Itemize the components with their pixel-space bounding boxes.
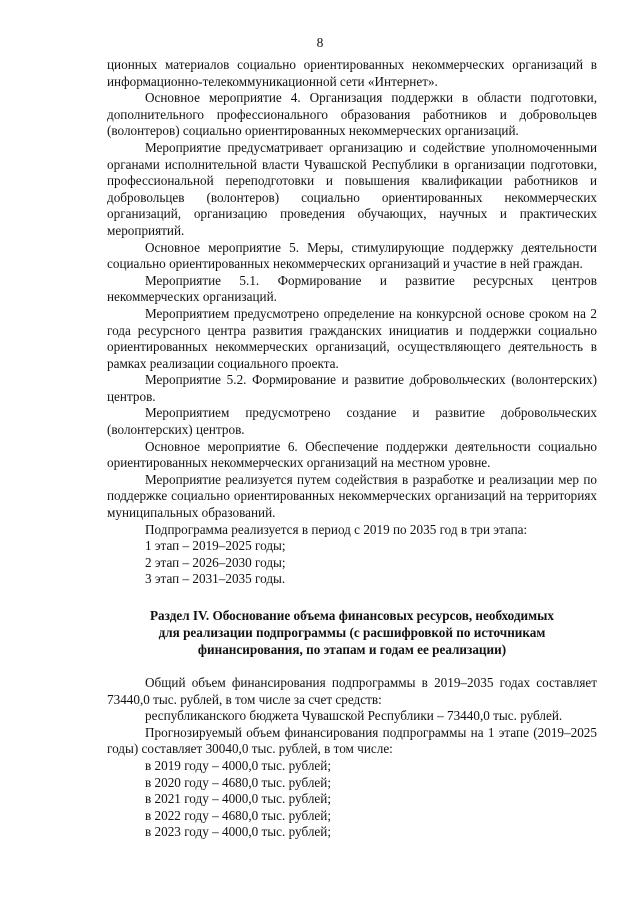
yearly-item: в 2023 году – 4000,0 тыс. рублей; [145,824,331,840]
yearly-item: в 2019 году – 4000,0 тыс. рублей; [145,757,331,773]
section-heading-line: Раздел IV. Обоснование объема финансовых ресурсов, необходимых [149,608,555,623]
section-heading-line: финансирования, по этапам и годам ее реализации) [197,642,507,657]
paragraph: Мероприятие предусматривает организацию и содействие уполномоченными органами исполнительной власти Чувашской Республики в организации подготовки, профессиональной переподготовки и повышения квалификации работников и добровольцев (волонтеров) социально ориентированных некоммерческих организаций, организацию проведения обучающих, научных и практических мероприятий. [107,139,597,238]
yearly-item: в 2022 году – 4680,0 тыс. рублей; [145,807,331,823]
paragraph: Основное мероприятие 5. Меры, стимулирующие поддержку деятельности социально ориентированных некоммерческих организаций и участие в ней граждан. [107,239,597,272]
paragraph: Мероприятие реализуется путем содействия в разработке и реализации мер по поддержке социально ориентированных некоммерческих организаций на территориях муниципальных образований. [107,471,597,521]
paragraph: Общий объем финансирования подпрограммы в 2019–2035 годах составляет 73440,0 тыс. рублей, в том числе за счет средств: [107,675,597,707]
paragraph: Мероприятие 5.1. Формирование и развитие ресурсных центров некоммерческих организаций. [107,272,597,305]
paragraph: Прогнозируемый объем финансирования подпрограммы на 1 этапе (2019–2025 годы) составляет 30040,0 тыс. рублей, в том числе: [107,724,597,757]
paragraph: Основное мероприятие 6. Обеспечение поддержки деятельности социально ориентированных некоммерческих организаций на местном уровне. [107,438,597,471]
document-body [107,57,597,841]
paragraph: Подпрограмма реализуется в период с 2019 по 2035 год в три этапа: [145,521,528,537]
stage-item: 3 этап – 2031–2035 годы. [145,571,286,587]
stage-item: 2 этап – 2026–2030 годы; [145,554,286,570]
yearly-item: в 2020 году – 4680,0 тыс. рублей; [145,774,331,790]
paragraph: Основное мероприятие 4. Организация поддержки в области подготовки, дополнительного профессионального образования работников и добровольцев (волонтеров) социально ориентированных некоммерческих организаций. [107,90,597,139]
yearly-item: в 2021 году – 4000,0 тыс. рублей; [145,791,331,807]
paragraph: республиканского бюджета Чувашской Республики – 73440,0 тыс. рублей. [145,708,563,724]
paragraph: Мероприятие 5.2. Формирование и развитие добровольческих (волонтерских) центров. [107,372,597,404]
page-number: 8 [316,35,324,50]
paragraph: Мероприятием предусмотрено определение на конкурсной основе сроком на 2 года ресурсного центра развития гражданских инициатив и поддержки социально ориентированных некоммерческих организаций, осуществляющего деятельность в рамках реализации социального проекта. [107,305,597,371]
section-heading [107,607,597,658]
paragraph: Мероприятием предусмотрено создание и развитие добровольческих (волонтерских) центров. [107,405,597,438]
section-heading-line: для реализации подпрограммы (с расшифровкой по источникам [158,625,546,640]
paragraph: ционных материалов социально ориентированных некоммерческих организаций в информационно-телекоммуникационной сети «Интернет». [107,57,597,89]
stage-item: 1 этап – 2019–2025 годы; [145,538,286,554]
